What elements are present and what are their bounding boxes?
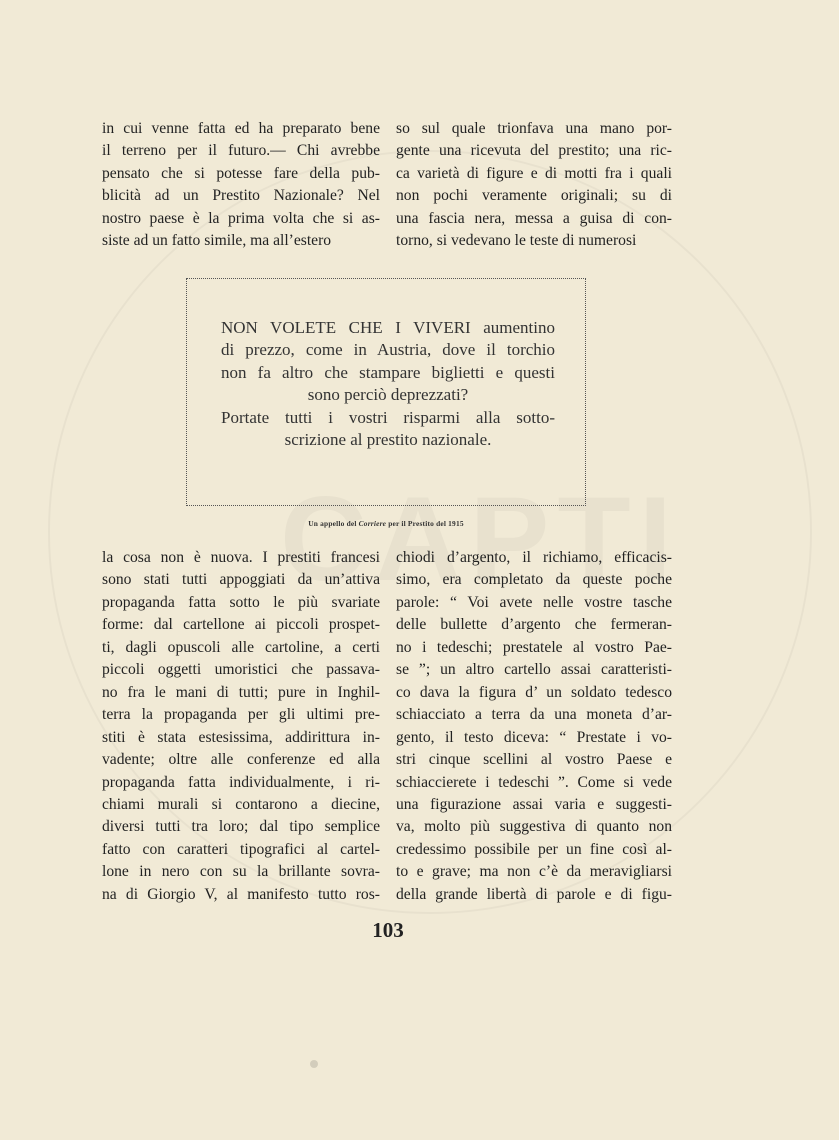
page-number: 103 — [372, 918, 404, 942]
text-line: no fra le mani di tutti; pure in Inghil- — [102, 683, 380, 701]
bottom-right-column — [396, 547, 672, 906]
text-line: propaganda fatta individualmente, i ri- — [102, 773, 380, 791]
text-line: non pochi veramente originali; su di — [396, 187, 672, 205]
text-line: no i tedeschi; prestatele al vostro Pae- — [396, 638, 672, 656]
text-line: gente una ricevuta del prestito; una ric- — [396, 142, 672, 160]
text-line: la cosa non è nuova. I prestiti francesi — [102, 549, 380, 566]
text-line: stiti è stata estesissima, addirittura in- — [102, 728, 380, 746]
text-line: simo, era completato da queste poche — [396, 571, 672, 589]
ad-line: Portate tutti i vostri risparmi alla sotto- — [221, 407, 555, 427]
text-line: una fascia nera, messa a guisa di con- — [396, 209, 672, 227]
text-line: della grande libertà di parole e di figu- — [396, 885, 672, 903]
text-line: gento, il testo diceva: “ Prestate i vo- — [396, 728, 672, 746]
caption-text-before: Un appello del — [308, 519, 359, 528]
paper-spot — [310, 1060, 318, 1068]
text-line: delle bullette d’argento che fermeran- — [396, 616, 672, 634]
text-line: chiami murali si contarono a diecine, — [102, 795, 380, 813]
text-line: so sul quale trionfava una mano por- — [396, 120, 672, 137]
caption-text-after: per il Prestito del 1915 — [386, 519, 464, 528]
text-line: terra la propaganda per gli ultimi pre- — [102, 706, 380, 724]
text-line: in cui venne fatta ed ha preparato bene — [102, 120, 380, 137]
text-line: co dava la figura d’ un soldato tedesco — [396, 683, 672, 701]
text-line: schiaccierete i tedeschi ”. Come si vede — [396, 773, 672, 791]
text-line: na di Giorgio V, al manifesto tutto ros- — [102, 885, 380, 903]
text-line: ti, dagli opuscoli alle cartoline, a certi — [102, 638, 380, 656]
bottom-left-column — [102, 547, 380, 906]
text-line: nostro paese è la prima volta che si as- — [102, 209, 380, 227]
text-line: siste ad un fatto simile, ma all’estero — [102, 232, 332, 250]
caption-newspaper-name: Corriere — [358, 519, 387, 528]
text-line: blicità ad un Prestito Nazionale? Nel — [102, 187, 380, 205]
advertisement-box — [186, 278, 586, 506]
text-line: torno, si vedevano le teste di numerosi — [396, 232, 637, 250]
text-line: se ”; un altro cartello assai caratteristi- — [396, 661, 672, 679]
text-line: stri cinque scellini al vostro Paese e — [396, 751, 672, 769]
text-line: una figurazione assai varia e suggesti- — [396, 795, 672, 813]
ad-line: di prezzo, come in Austria, dove il torchio — [221, 340, 555, 360]
text-line: ca varietà di figure e di motti fra i quali — [396, 164, 672, 182]
text-line: to e grave; ma non c’è da meravigliarsi — [396, 863, 672, 881]
text-line: diversi tutti tra loro; dal tipo semplice — [102, 818, 380, 836]
text-line: forme: dal cartellone ai piccoli prospet- — [102, 616, 380, 634]
ad-line: sono perciò deprezzati? — [307, 385, 469, 405]
top-right-column — [396, 118, 672, 253]
top-left-column — [102, 118, 380, 253]
text-line: credessimo possibile per un fine così al- — [396, 840, 672, 858]
advertisement-text — [221, 317, 555, 451]
text-line: sono stati tutti appoggiati da un’attiva — [102, 571, 380, 589]
text-line: il terreno per il futuro.— Chi avrebbe — [102, 142, 380, 160]
text-line: va, molto più suggestiva di quanto non — [396, 818, 672, 836]
text-line: lone in nero con su la brillante sovra- — [102, 863, 380, 881]
figure-caption — [186, 519, 586, 528]
ad-line: scrizione al prestito nazionale. — [284, 430, 492, 450]
text-line: propaganda fatta sotto le più svariate — [102, 593, 380, 611]
text-line: schiacciato a terra da una moneta d’ar- — [396, 706, 672, 724]
ad-line: NON VOLETE CHE I VIVERI aumentino — [221, 318, 555, 337]
text-line: fatto con caratteri tipografici al cartel- — [102, 840, 380, 858]
text-line: parole: “ Voi avete nelle vostre tasche — [396, 593, 672, 611]
text-line: piccoli oggetti umoristici che passava- — [102, 661, 380, 679]
ad-line: non fa altro che stampare biglietti e questi — [221, 362, 555, 382]
text-line: pensato che si potesse fare della pub- — [102, 164, 380, 182]
text-line: chiodi d’argento, il richiamo, efficacis- — [396, 549, 672, 566]
text-line: vadente; oltre alle conferenze ed alla — [102, 751, 380, 769]
